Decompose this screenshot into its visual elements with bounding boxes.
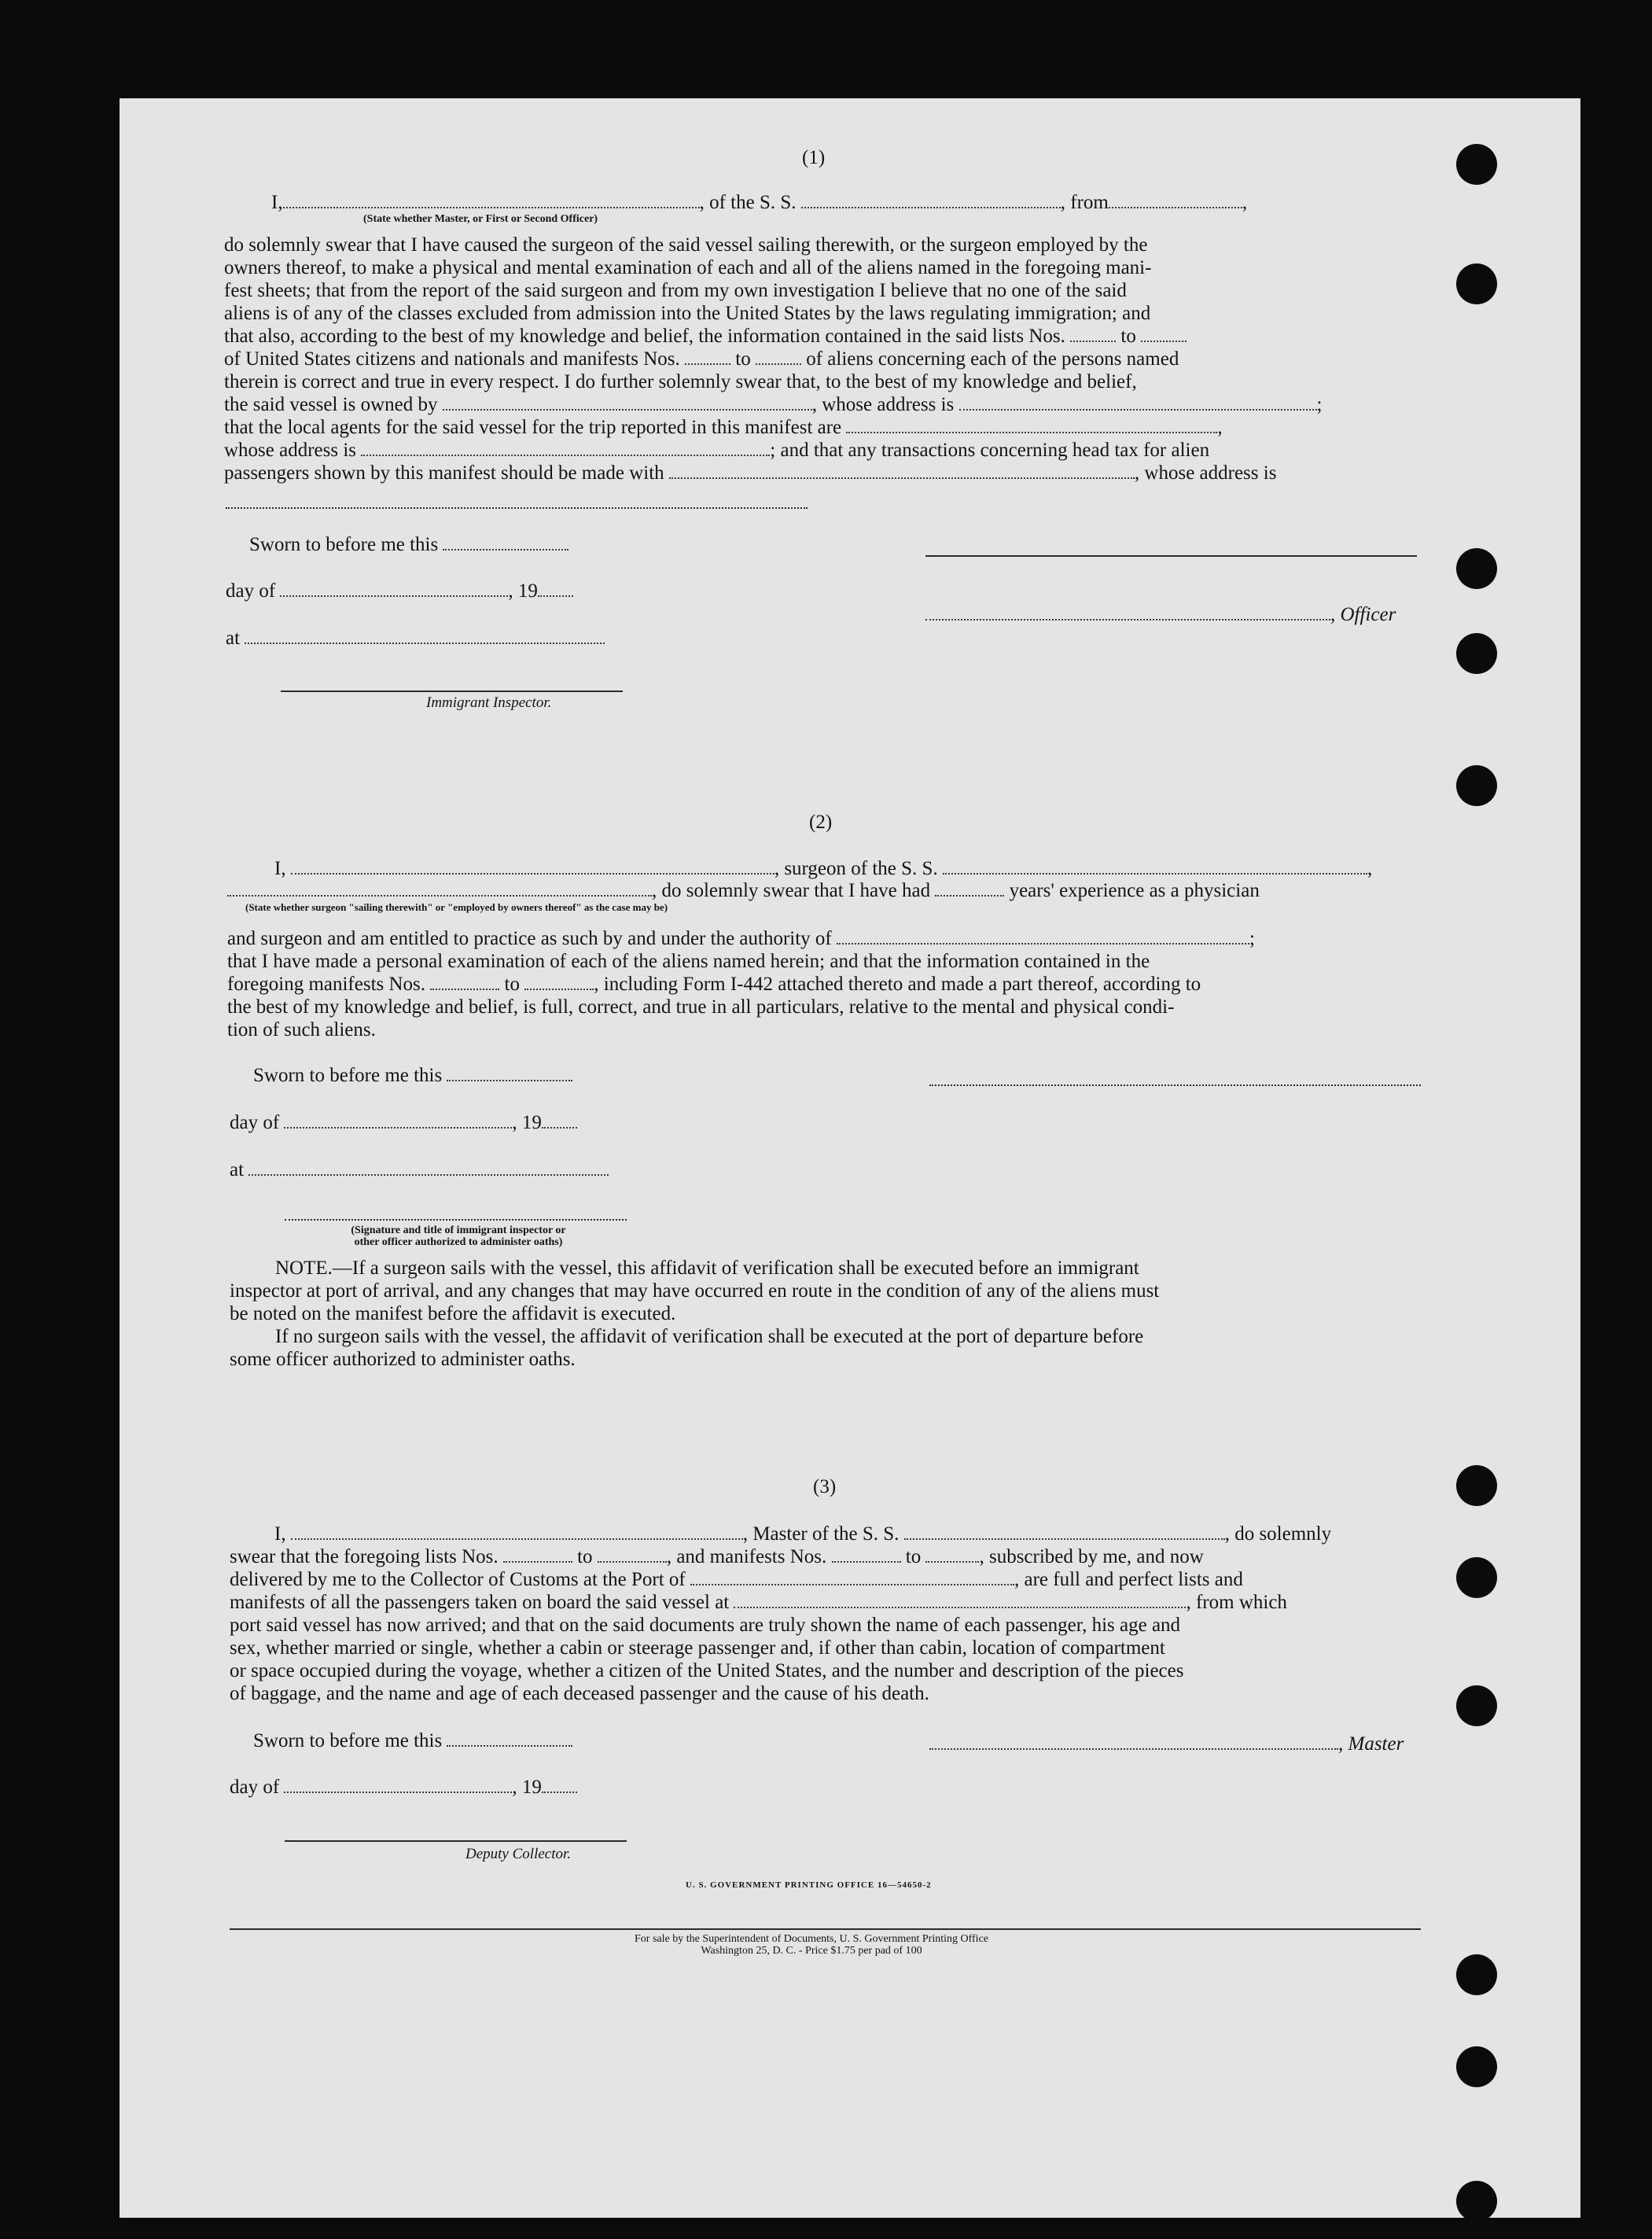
punch-hole: [1456, 1557, 1497, 1598]
section2-line-2: , do solemnly swear that I have had years' experience as a physician: [227, 879, 1260, 903]
section1-signature-line: [925, 555, 1417, 557]
section2-line-4: that I have made a personal examination of each of the aliens named herein; and that the information contained in the: [227, 951, 1150, 972]
section1-inspector-caption: Immigrant Inspector.: [426, 694, 552, 711]
section2-note-4: If no surgeon sails with the vessel, the affidavit of verification shall be executed at the port of departure before: [275, 1326, 1144, 1347]
bleed-through-text: [1095, 492, 1333, 539]
section2-signature-line: [929, 1085, 1421, 1086]
section1-line-9: the said vessel is owned by , whose address is ;: [224, 394, 1323, 415]
punch-hole: [1456, 548, 1497, 589]
section3-master: , Master: [929, 1733, 1404, 1756]
section2-line-5: foregoing manifests Nos. to , including Form I-442 attached thereto and made a part thereof, according to: [227, 974, 1201, 995]
section3-line-7: or space occupied during the voyage, whether a citizen of the United States, and the number and description of the pieces: [230, 1660, 1184, 1681]
footer-sale-notice: For sale by the Superintendent of Documents, U. S. Government Printing Office Washington 25, D. C. - Price $1.75 per pad of 100: [635, 1933, 988, 1957]
section3-deputy-line: [285, 1840, 627, 1842]
section2-signature-caption: (Signature and title of immigrant inspector or other officer authorized to administer oaths): [351, 1224, 566, 1248]
section2-day-of: day of , 19: [230, 1111, 577, 1135]
section2-note-2: inspector at port of arrival, and any changes that may have occurred en route in the condition of any of the aliens must: [230, 1280, 1160, 1302]
section1-line-11: whose address is ; and that any transactions concerning head tax for alien: [224, 440, 1210, 461]
section3-line-1: I, , Master of the S. S. , do solemnly: [274, 1523, 1332, 1545]
section1-line-2: do solemnly swear that I have caused the surgeon of the said vessel sailing therewith, or the surgeon employed by the: [224, 234, 1148, 256]
section2-surgeon-caption: (State whether surgeon "sailing therewith" or "employed by owners thereof" as the case may be): [245, 901, 668, 913]
section3-number: (3): [813, 1476, 837, 1497]
section1-line-10: that the local agents for the said vessel for the trip reported in this manifest are ,: [224, 417, 1223, 438]
punch-hole: [1456, 1465, 1497, 1506]
section1-day-of: day of , 19: [226, 580, 573, 603]
section1-line-3: owners thereof, to make a physical and mental examination of each and all of the aliens named in the foregoing mani-: [224, 257, 1152, 278]
section3-line-5: port said vessel has now arrived; and that on the said documents are truly shown the name of each passenger, his age and: [230, 1615, 1181, 1636]
section2-line-1: I, , surgeon of the S. S. ,: [274, 858, 1373, 879]
punch-hole: [1456, 2181, 1497, 2222]
section2-number: (2): [809, 812, 833, 833]
section1-officer-caption: (State whether Master, or First or Second Officer): [363, 213, 598, 225]
section3-line-3: delivered by me to the Collector of Customs at the Port of , are full and perfect lists and: [230, 1569, 1243, 1590]
section3-day-of: day of , 19: [230, 1776, 577, 1799]
section3-deputy-caption: Deputy Collector.: [465, 1846, 572, 1862]
form-page: [120, 98, 1580, 2218]
section1-line-5: aliens is of any of the classes excluded from admission into the United States by the laws regulating immigration; and: [224, 303, 1151, 324]
section2-line-6: the best of my knowledge and belief, is full, correct, and true in all particulars, relative to the mental and physical condi-: [227, 996, 1175, 1018]
section1-officer: , Officer: [925, 603, 1396, 627]
punch-hole: [1456, 1685, 1497, 1726]
punch-hole: [1456, 263, 1497, 304]
section2-line-7: tion of such aliens.: [227, 1019, 376, 1040]
section1-address-line: [226, 507, 808, 509]
section1-at: at: [226, 627, 605, 650]
punch-hole: [1456, 765, 1497, 806]
punch-hole: [1456, 2046, 1497, 2087]
section1-sworn: Sworn to before me this: [249, 533, 568, 557]
section1-line-1: I, , of the S. S. , from ,: [271, 192, 1248, 213]
section1-line-6: that also, according to the best of my knowledge and belief, the information contained in the said lists Nos. to: [224, 325, 1187, 348]
section1-inspector-line: [281, 690, 623, 692]
printing-office-imprint: U. S. GOVERNMENT PRINTING OFFICE 16—54650-2: [686, 1880, 932, 1890]
section2-line-3: and surgeon and am entitled to practice as such by and under the authority of ;: [227, 928, 1255, 949]
section1-number: (1): [802, 147, 826, 168]
section2-sworn: Sworn to before me this: [253, 1064, 572, 1088]
section3-sworn: Sworn to before me this: [253, 1729, 572, 1753]
section2-note-5: some officer authorized to administer oaths.: [230, 1349, 576, 1370]
section3-line-4: manifests of all the passengers taken on board the said vessel at , from which: [230, 1592, 1287, 1613]
section3-line-6: sex, whether married or single, whether a cabin or steerage passenger and, if other than cabin, location of compartment: [230, 1637, 1165, 1659]
punch-hole: [1456, 633, 1497, 674]
section2-note-1: NOTE.—If a surgeon sails with the vessel, this affidavit of verification shall be executed before an immigrant: [275, 1258, 1139, 1279]
section2-signature-line-inspector: [285, 1219, 627, 1221]
punch-hole: [1456, 144, 1497, 185]
section1-line-4: fest sheets; that from the report of the said surgeon and from my own investigation I believe that no one of the said: [224, 280, 1127, 301]
section1-line-7: of United States citizens and nationals and manifests Nos. to of aliens concerning each of the persons named: [224, 348, 1179, 370]
section3-line-2: swear that the foregoing lists Nos. to , and manifests Nos. to , subscribed by me, and now: [230, 1546, 1204, 1567]
section1-line-8: therein is correct and true in every respect. I do further solemnly swear that, to the best of my knowledge and belief,: [224, 371, 1137, 392]
section2-note-3: be noted on the manifest before the affidavit is executed.: [230, 1303, 676, 1324]
section3-line-8: of baggage, and the name and age of each deceased passenger and the cause of his death.: [230, 1683, 929, 1704]
section2-at: at: [230, 1158, 609, 1182]
section1-line-12: passengers shown by this manifest should be made with , whose address is: [224, 462, 1277, 484]
footer-rule: [230, 1928, 1421, 1930]
punch-hole: [1456, 1954, 1497, 1995]
